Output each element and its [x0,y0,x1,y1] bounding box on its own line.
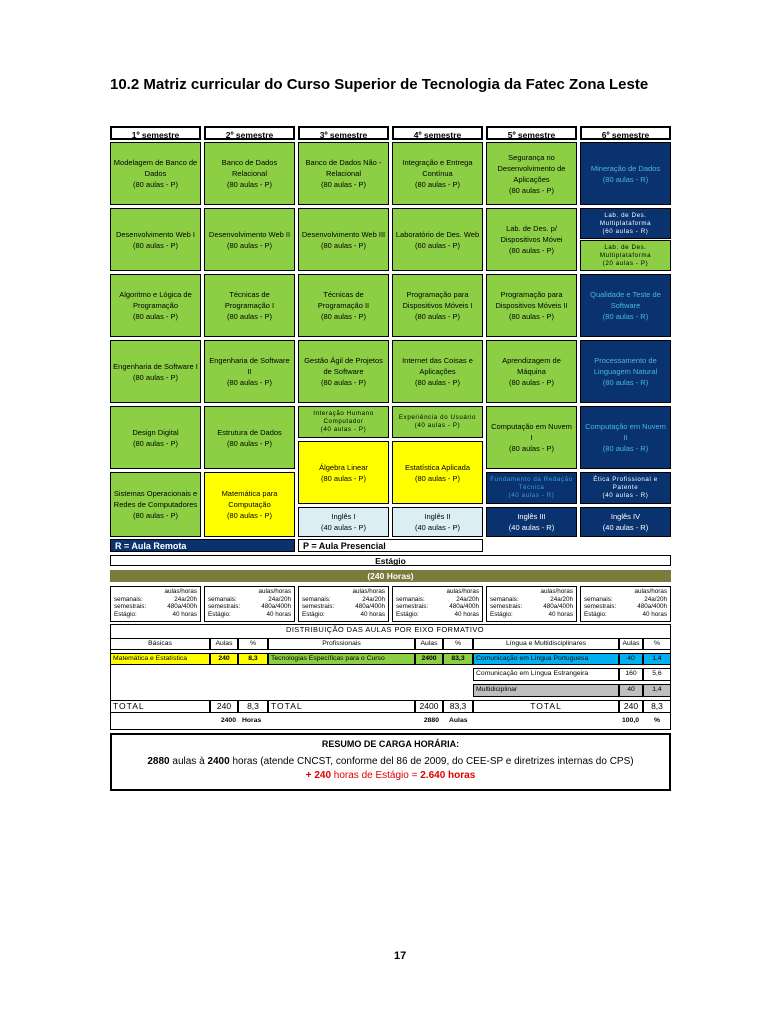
col-header: Aulas [415,638,443,650]
course-cell: Lab. de Des. Multiplataforma (20 aulas - P) [580,240,671,271]
course-cell: Técnicas de Programação I (80 aulas - P) [204,274,295,337]
table-cell: 100,0 [621,717,639,724]
course-cell: Engenharia de Software II (80 aulas - P) [204,340,295,403]
table-cell: 8,3 [643,700,671,713]
resumo-line-2: 2880 aulas à 2400 horas (atende CNCST, conforme del 86 de 2009, do CEE-SP e diretrizes internas do CPS) [147,756,634,767]
table-cell: 8,3 [238,700,268,713]
hours-box: aulas/horas semanais: 24a/20h semestrais: 480a/400h Estágio: 40 horas [110,586,201,622]
hours-box: aulas/horas semanais: 24a/20h semestrais: 480a/400h Estágio: 40 horas [580,586,671,622]
estagio-hours: (240 Horas) [110,570,671,582]
page-number: 17 [394,950,407,962]
col-header: % [238,638,268,650]
table-cell: 40 [619,653,643,665]
table-cell: 83,3 [443,653,473,665]
course-cell: Gestão Ágil de Projetos de Software (80 aulas - P) [298,340,389,403]
course-cell: Qualidade e Teste de Software (80 aulas - R) [580,274,671,337]
table-cell: 8,3 [238,653,268,665]
course-cell: Desenvolvimento Web II (80 aulas - P) [204,208,295,271]
col-header: Aulas [619,638,643,650]
semester-header-1: 1º semestre [110,126,201,140]
col-header: Língua e Multidisciplinares [473,638,619,650]
course-cell: Estrutura de Dados (80 aulas - P) [204,406,295,469]
course-cell: Algoritmo e Lógica de Programação (80 aulas - P) [110,274,201,337]
table-cell: 240 [210,653,238,665]
course-cell: Desenvolvimento Web I (80 aulas - P) [110,208,201,271]
page-title: 10.2 Matriz curricular do Curso Superior de Tecnologia da Fatec Zona Leste [110,76,649,93]
course-cell: Ética Profissional e Patente (40 aulas - R) [580,472,671,504]
table-cell: 83,3 [443,700,473,713]
total-label: TOTAL [473,700,619,713]
course-cell: Desenvolvimento Web III (80 aulas - P) [298,208,389,271]
semester-header-6: 6º semestre [580,126,671,140]
course-cell: Lab. de Des. p/ Dispositivos Móvei (80 aulas - P) [486,208,577,271]
table-cell: 240 [619,700,643,713]
course-cell: Computação em Nuvem II (80 aulas - R) [580,406,671,469]
table-cell: 2880 [423,717,439,724]
distribution-title: DISTRIBUIÇÃO DAS AULAS POR EIXO FORMATIVO [286,625,484,634]
course-cell: Modelagem de Banco de Dados (80 aulas - P) [110,142,201,205]
course-cell: Integração e Entrega Contínua (80 aulas - P) [392,142,483,205]
col-header: Profissionais [268,638,415,650]
resumo-title: RESUMO DE CARGA HORÁRIA: [321,739,460,749]
hours-box: aulas/horas semanais: 24a/20h semestrais: 480a/400h Estágio: 40 horas [392,586,483,622]
course-cell: Aprendizagem de Máquina (80 aulas - P) [486,340,577,403]
table-cell: 160 [619,668,643,681]
table-cell: 2400 [220,717,236,724]
table-cell: 2400 [415,700,443,713]
hours-box: aulas/horas semanais: 24a/20h semestrais: 480a/400h Estágio: 40 horas [486,586,577,622]
table-cell: Aulas [449,717,468,724]
course-cell: Técnicas de Programação II (80 aulas - P) [298,274,389,337]
semester-header-4: 4º semestre [392,126,483,140]
course-cell: Banco de Dados Não -Relacional (80 aulas - P) [298,142,389,205]
table-cell: 40 [619,684,643,697]
table-cell: % [654,717,661,724]
course-cell: Programação para Dispositivos Móveis II (80 aulas - P) [486,274,577,337]
legend-remote: R = Aula Remota [110,539,295,552]
semester-header-2: 2º semestre [204,126,295,140]
table-cell: 240 [210,700,238,713]
table-cell: 2400 [415,653,443,665]
course-cell: Banco de Dados Relacional (80 aulas - P) [204,142,295,205]
legend-presencial: P = Aula Presencial [298,539,483,552]
resumo-line-3: + 240 horas de Estágio = 2.640 horas [305,770,476,781]
total-label: TOTAL [268,700,415,713]
course-cell: Laboratório de Des. Web (60 aulas - P) [392,208,483,271]
semester-header-5: 5º semestre [486,126,577,140]
col-header: % [443,638,473,650]
course-cell: Inglês I (40 aulas - P) [298,507,389,537]
col-header: % [643,638,671,650]
table-cell: 5,6 [643,668,671,681]
course-cell: Segurança no Desenvolvimento de Aplicações (80 aulas - P) [486,142,577,205]
col-header: Aulas [210,638,238,650]
hours-box: aulas/horas semanais: 24a/20h semestrais: 480a/400h Estágio: 40 horas [204,586,295,622]
course-cell: Inglês III (40 aulas - R) [486,507,577,537]
hours-box: aulas/horas semanais: 24a/20h semestrais: 480a/400h Estágio: 40 horas [298,586,389,622]
course-cell: Processamento de Linguagem Natural (80 aulas - R) [580,340,671,403]
course-cell: Computação em Nuvem I (80 aulas - P) [486,406,577,469]
course-cell: Álgebra Linear (80 aulas - P) [298,441,389,504]
course-cell: Matemática para Computação (80 aulas - P) [204,472,295,537]
course-cell: Sistemas Operacionais e Redes de Computadores (80 aulas - P) [110,472,201,537]
course-cell: Interação Humano Computador (40 aulas - P) [298,406,389,438]
table-cell: Tecnologias Específicas para o Curso [268,653,415,665]
col-header: Básicas [110,638,210,650]
course-cell: Experiência do Usuário (40 aulas - P) [392,406,483,438]
total-label: TOTAL [110,700,210,713]
course-cell: Inglês IV (40 aulas - R) [580,507,671,537]
table-cell: 1,4 [643,684,671,697]
course-cell: Inglês II (40 aulas - P) [392,507,483,537]
course-cell: Programação para Dispositivos Móveis I (80 aulas - P) [392,274,483,337]
table-cell: Comunicação em Língua Portuguesa [473,653,619,665]
course-cell: Lab. de Des. Multiplataforma (60 aulas - R) [580,208,671,239]
course-cell: Design Digital (80 aulas - P) [110,406,201,469]
estagio-label: Estágio [110,555,671,566]
table-cell: Matemática e Estatística [110,653,210,665]
course-cell: Mineração de Dados (80 aulas - R) [580,142,671,205]
course-cell: Fundamento da Redação Técnica (40 aulas - R) [486,472,577,504]
table-cell: 1,4 [643,653,671,665]
table-cell: Multidiciplinar [473,684,619,697]
course-cell: Engenharia de Software I (80 aulas - P) [110,340,201,403]
table-cell: Comunicação em Língua Estrangeira [473,668,619,681]
course-cell: Internet das Coisas e Aplicações (80 aulas - P) [392,340,483,403]
table-cell: Horas [242,717,262,724]
course-cell: Estatística Aplicada (80 aulas - P) [392,441,483,504]
semester-header-3: 3º semestre [298,126,389,140]
resumo-box [110,733,671,791]
